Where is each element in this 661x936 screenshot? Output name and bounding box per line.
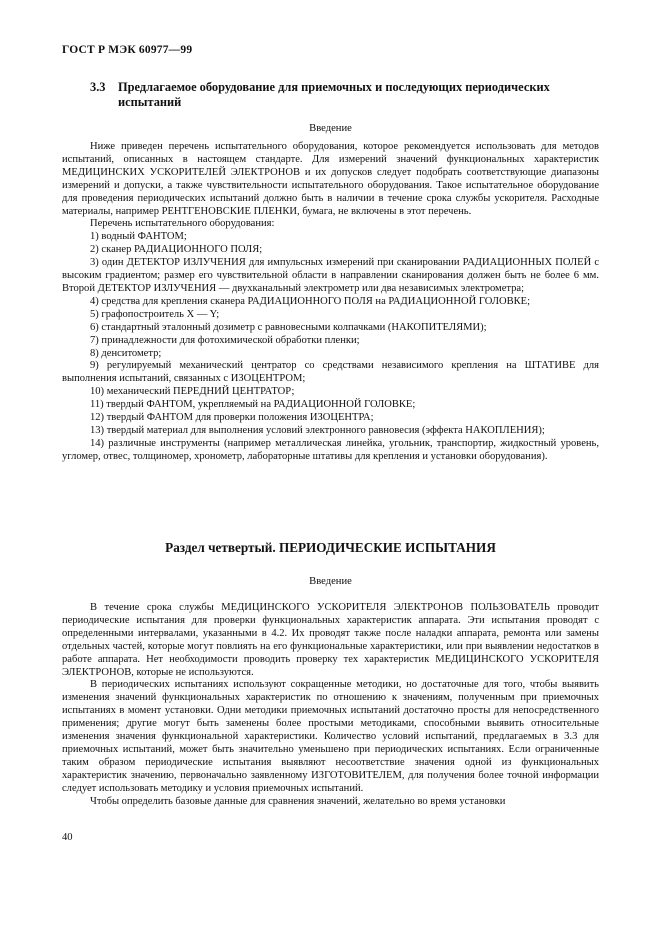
equipment-paragraph: 7) принадлежности для фотохимической обработки пленки; — [90, 334, 360, 346]
equipment-paragraph: 8) денситометр; — [90, 347, 162, 359]
equipment-paragraph: 11) твердый ФАНТОМ, укрепляемый на РАДИАЦИОННОЙ ГОЛОВКЕ; — [90, 399, 416, 411]
page-number: 40 — [62, 832, 73, 843]
equipment-paragraph: 13) твердый материал для выполнения условий электронного равновесия (эффекта НАКОПЛЕНИЯ); — [90, 424, 545, 436]
section-heading — [90, 80, 599, 110]
equipment-paragraph: 5) графопостроитель X — Y; — [90, 308, 220, 320]
equipment-paragraph: 3) один ДЕТЕКТОР ИЗЛУЧЕНИЯ для импульсных измерений при сканировании РАДИАЦИОННЫХ ПОЛЕЙ с высоким градиентом; размер его чувствительной области в направлении сканирования должен быть не более 6 мм. Второй ДЕТЕКТОР ИЗЛУЧЕНИЯ — двухканальный электрометр или два независимых электрометра; — [62, 257, 599, 294]
equipment-paragraph: 14) различные инструменты (например металлическая линейка, угольник, транспортир, жидкостный уровень, угломер, отвес, толщиномер, хронометр, лабораторные штативы для крепления и установки оборудования). — [62, 437, 599, 462]
equipment-paragraph: 12) твердый ФАНТОМ для проверки положения ИЗОЦЕНТРА; — [90, 412, 374, 424]
periodic-tests-block — [62, 602, 599, 809]
equipment-paragraph: 1) водный ФАНТОМ; — [90, 231, 187, 243]
equipment-paragraph: 4) средства для крепления сканера РАДИАЦИОННОГО ПОЛЯ на РАДИАЦИОННОЙ ГОЛОВКЕ; — [90, 295, 531, 307]
equipment-list-block — [62, 141, 599, 464]
intro-heading-1: Введение — [309, 123, 352, 134]
section-number: 3.3 — [90, 80, 106, 94]
part-title: Раздел четвертый. ПЕРИОДИЧЕСКИЕ ИСПЫТАНИЯ — [165, 540, 496, 555]
equipment-paragraph: 2) сканер РАДИАЦИОННОГО ПОЛЯ; — [90, 244, 263, 256]
intro-heading-2: Введение — [309, 576, 352, 587]
periodic-paragraph: В течение срока службы МЕДИЦИНСКОГО УСКОРИТЕЛЯ ЭЛЕКТРОНОВ ПОЛЬЗОВАТЕЛЬ проводит периодические испытания для проверки функциональных характеристик аппарата. Эти испытания проводят с определенными интервалами, указанными в 4.2. Их проводят также после наладки аппарата, ремонта или замены отдельных частей, которые могут повлиять на его функциональные характеристики, или при выявлении недостатков в работе аппарата. Нет необходимости проводить проверку тех характеристик МЕДИЦИНСКОГО УСКОРИТЕЛЯ ЭЛЕКТРОНОВ, которые не используются. — [62, 602, 599, 678]
document-header: ГОСТ Р МЭК 60977—99 — [62, 44, 193, 56]
section-title: Предлагаемое оборудование для приемочных и последующих периодических испытаний — [118, 80, 550, 109]
equipment-paragraph: 10) механический ПЕРЕДНИЙ ЦЕНТРАТОР; — [90, 386, 295, 398]
equipment-paragraph: 6) стандартный эталонный дозиметр с равновесными колпачками (НАКОПИТЕЛЯМИ); — [90, 321, 487, 333]
equipment-paragraph: Перечень испытательного оборудования: — [90, 218, 275, 230]
equipment-paragraph: Ниже приведен перечень испытательного оборудования, которое рекомендуется использовать для методов испытаний, описанных в настоящем стандарте. Для измерений значений функциональных характеристик МЕДИЦИНСКИХ УСКОРИТЕЛЕЙ ЭЛЕКТРОНОВ и их допусков следует подобрать соответствующие диапазоны измерений и допуски, а также чувствительности испытательного оборудования. Такое испытательное оборудование для проведения периодических испытаний должно быть в наличии в течение срока службы ускорителя. Расходные материалы, например РЕНТГЕНОВСКИЕ ПЛЕНКИ, бумага, не включены в этот перечень. — [62, 141, 599, 217]
periodic-paragraph: Чтобы определить базовые данные для сравнения значений, желательно во время установки — [90, 795, 506, 807]
periodic-paragraph: В периодических испытаниях используют сокращенные методики, но достаточные для того, чтобы выявить изменения значений функциональных характеристик по отношению к значениям, полученным при приемочных испытаниях в момент установки. Одни методики приемочных испытаний достаточно просты для непосредственного применения; другие могут быть заменены более простыми методиками, способными выявить относительные изменения значения функциональной характеристики. Количество условий испытаний, предлагаемых в 3.3 для приемочных испытаний, может быть значительно уменьшено при периодических испытаниях. Если ограниченные таким образом периодические испытания выявляют несоответствие значения одной из функциональных характеристик значению, первоначально заявленному ИЗГОТОВИТЕЛЕМ, для получения более точной информации следует использовать методику и условия приемочных испытаний. — [62, 679, 599, 794]
equipment-paragraph: 9) регулируемый механический центратор со средствами независимого крепления на ШТАТИВЕ для выполнения испытаний, связанных с ИЗОЦЕНТРОМ; — [62, 360, 599, 385]
